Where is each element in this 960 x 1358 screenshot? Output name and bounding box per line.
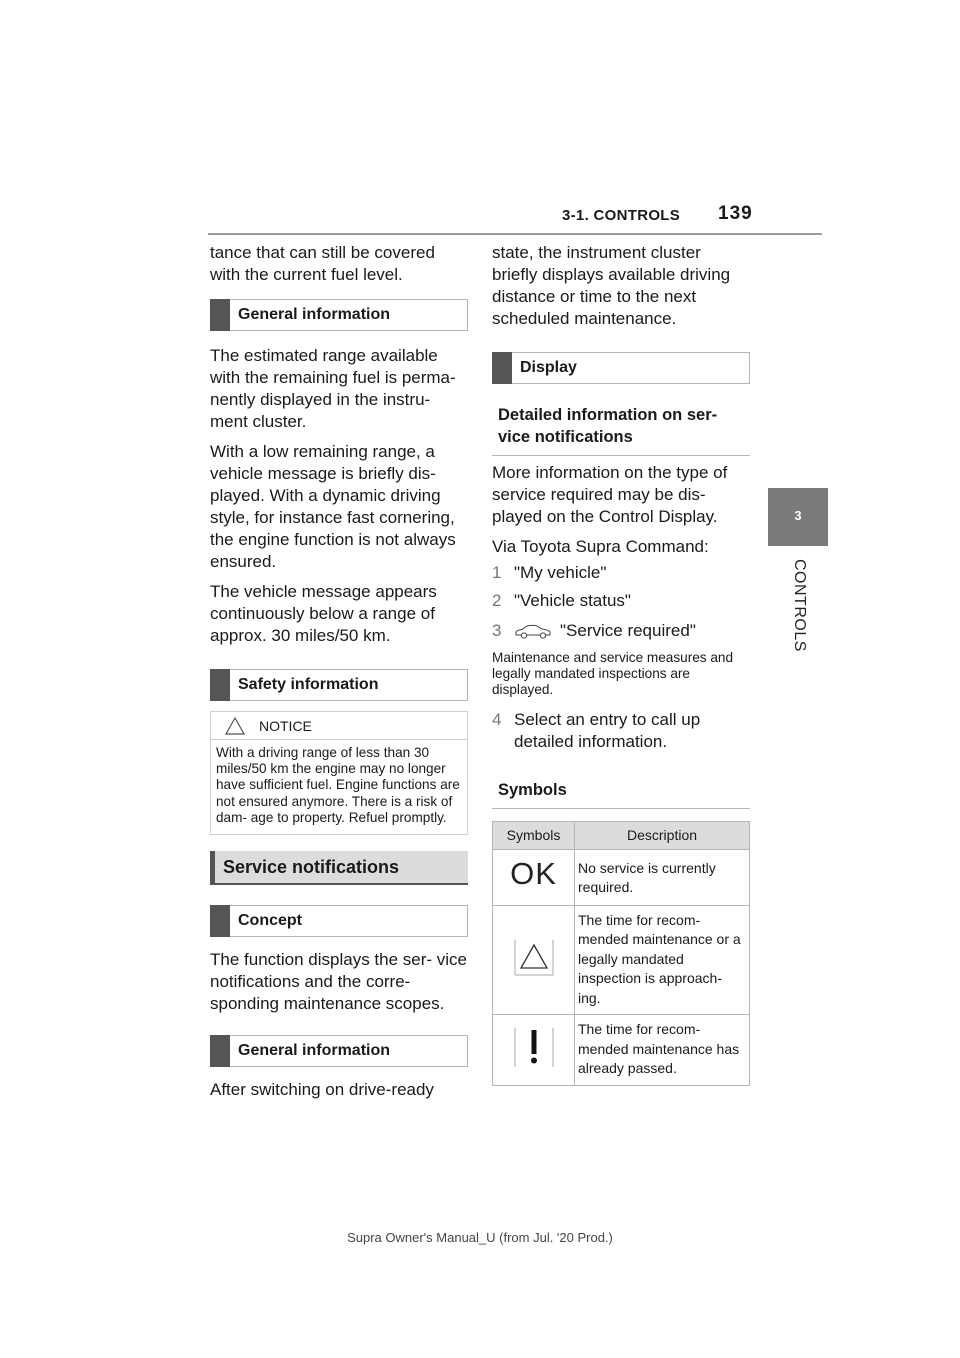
heading-label: Concept	[238, 912, 302, 930]
step-text: "My vehicle"	[514, 563, 607, 582]
step-text: Select an entry to call up detailed information.	[514, 709, 701, 751]
right-column	[492, 242, 750, 1086]
step-item	[492, 620, 750, 642]
chapter-label: CONTROLS	[791, 559, 808, 652]
step-number: 1	[492, 563, 502, 582]
symbols-table	[492, 821, 750, 1086]
small-note: Maintenance and service measures and legally mandated inspections are displayed.	[492, 650, 734, 698]
paragraph: After switching on drive-ready	[210, 1080, 434, 1100]
step-number: 4	[492, 709, 502, 729]
step-number: 2	[492, 591, 502, 610]
symbol-cell	[493, 905, 575, 1015]
step-item	[492, 562, 750, 584]
page-number: 139	[718, 203, 753, 224]
notice-box	[210, 711, 468, 835]
left-column	[210, 242, 468, 1101]
car-icon	[514, 623, 552, 639]
paragraph: More information on the type of service required may be dis- played on the Control Display.	[492, 463, 728, 526]
table-row	[493, 1015, 750, 1086]
heading-service-notifications	[210, 851, 468, 885]
paragraph: The function displays the ser- vice notifications and the corre- sponding maintenance scopes.	[210, 950, 468, 1014]
exclamation-icon	[514, 1025, 554, 1069]
header-section: 3-1. CONTROLS	[562, 207, 681, 224]
paragraph: Via Toyota Supra Command:	[492, 537, 709, 556]
heading-concept	[210, 905, 468, 937]
step-text: "Vehicle status"	[514, 591, 631, 610]
step-item	[492, 590, 750, 612]
chapter-number: 3	[794, 508, 802, 523]
description-cell: The time for recom- mended maintenance has already passed.	[575, 1015, 750, 1086]
footer: Supra Owner's Manual_U (from Jul. '20 Prod.)	[347, 1230, 613, 1245]
warning-triangle-icon	[225, 717, 245, 735]
table-row	[493, 905, 750, 1015]
step-text: "Service required"	[560, 621, 696, 640]
paragraph: The vehicle message appears continuously below a range of approx. 30 miles/50 km.	[210, 582, 437, 645]
ok-icon: OK	[510, 856, 557, 892]
paragraph: state, the instrument cluster briefly displays available driving distance or time to the next scheduled maintenance.	[492, 243, 731, 328]
table-header-row	[493, 821, 750, 849]
subheading-symbols: Symbols	[492, 779, 750, 809]
chapter-tab	[768, 488, 828, 546]
symbol-cell	[493, 849, 575, 905]
step-number: 3	[492, 621, 502, 640]
column-header: Symbols	[493, 821, 575, 849]
heading-label: Display	[520, 359, 577, 376]
heading-label: Service notifications	[223, 856, 400, 877]
heading-general-information-2	[210, 1035, 468, 1067]
header-rule	[208, 233, 822, 235]
warning-triangle-icon	[514, 937, 554, 977]
heading-label: General information	[238, 1042, 391, 1060]
table-row	[493, 849, 750, 905]
description-cell: No service is currently required.	[575, 849, 750, 905]
paragraph: With a low remaining range, a vehicle message is briefly dis- played. With a dynamic driving style, for instance fast cornering, the engine function is not always ensured.	[210, 442, 456, 571]
heading-label: Safety information	[238, 676, 379, 693]
heading-general-information	[210, 299, 468, 331]
heading-display	[492, 352, 750, 384]
notice-header	[211, 712, 467, 740]
subheading-detailed-information: Detailed information on ser- vice notifications	[492, 404, 750, 456]
column-header: Description	[575, 821, 750, 849]
heading-safety-information	[210, 669, 468, 701]
notice-title: NOTICE	[259, 717, 312, 734]
symbol-cell	[493, 1015, 575, 1086]
intro-continuation: tance that can still be covered with the current fuel level.	[210, 243, 435, 284]
heading-label: General information	[238, 306, 391, 323]
description-cell: The time for recom- mended maintenance or a legally mandated inspection is approach- ing.	[575, 905, 750, 1015]
step-item	[492, 709, 750, 753]
notice-text: With a driving range of less than 30 miles/50 km the engine may no longer have sufficient fuel. Engine functions are not ensured anymore. There is a risk of dam- age to property. Refuel promptly.	[216, 745, 460, 825]
paragraph: The estimated range available with the remaining fuel is perma- nently displayed in the instru- ment cluster.	[210, 346, 456, 431]
